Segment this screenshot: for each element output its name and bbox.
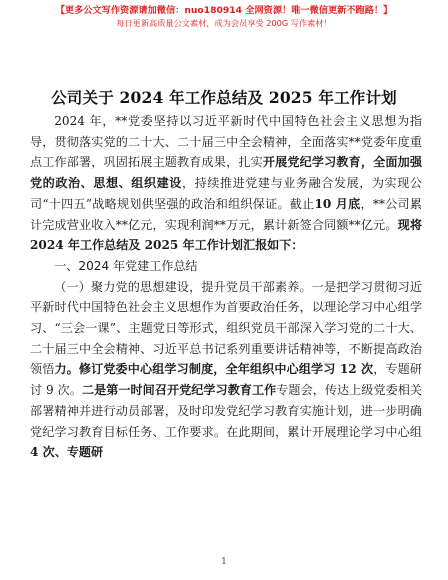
intro-text-e: ，**公司累计完成营业收入**亿元，实现利润**万元，累计新签合同额**亿元。 [30, 196, 422, 232]
intro-paragraph [30, 111, 422, 256]
s1-text-e: 专题会，传达上级党委相关部署精神并进行动员部署，及时印发党纪学习教育实施计划，进一步明确党纪学习教育目标任务、工作要求。在此期间，累计开展理论学习中心组 [30, 383, 422, 439]
section-heading-1: 一、2024 年党建工作总结 [54, 258, 198, 273]
s1-text-a: （一）聚力党的思想建设，提升党员干部素养。一是把学习贯彻习近平新时代中国特色社会主义思想作为首要政治任务，以理论学习中心组学习、“三会一课”、主题党日等形式，组织党员干部深入学习党的二十大、二十届三中全会精神、习近平总书记系列重要讲话精神等，不断提高政治领悟 [30, 279, 422, 377]
intro-text-c: ，持续推进党建与业务融合发展，为实现公司“十四五”战略规划供坚强的政治和组织保证。截止 [30, 176, 422, 211]
s1-text-c: ，专题研讨 9 次。 [30, 362, 422, 398]
intro-text-a: 2024 年，**党委坚持以习近平新时代中国特色社会主义思想为指导，贯彻落实党的二十大、二十届三中全会精神，全面落实**党委年度重点工作部署，巩固拓展主题教育成果，扎实 [30, 114, 422, 170]
document-title: 公司关于 2024 年工作总结及 2025 年工作计划 [51, 88, 397, 107]
s1-bold-f: 4 次、专题研 [30, 445, 104, 460]
header-banner [0, 4, 448, 30]
section-1-paragraph [30, 277, 422, 463]
intro-bold-f: 现将 2024 年工作总结及 2025 年工作计划汇报如下： [30, 217, 422, 253]
banner-line-2: 每日更新高质量公文素材，成为会员享受 200G 写作素材！ [116, 18, 332, 28]
intro-bold-b: 开展党纪学习教育，全面加强党的政治、思想、组织建设 [30, 155, 422, 191]
intro-bold-d: 10 月底 [314, 196, 361, 211]
banner-line-1: 【更多公文写作资源请加微信：nuo180914 全网资源！唯一微信更新不跑路！】 [55, 5, 393, 16]
page-number: 1 [221, 557, 227, 567]
s1-bold-d: 二是第一时间召开党纪学习教育工作 [81, 383, 277, 398]
s1-bold-b: 力。修订党委中心组学习制度，全年组织中心组学习 12 次 [54, 362, 374, 377]
document-body [30, 111, 422, 463]
